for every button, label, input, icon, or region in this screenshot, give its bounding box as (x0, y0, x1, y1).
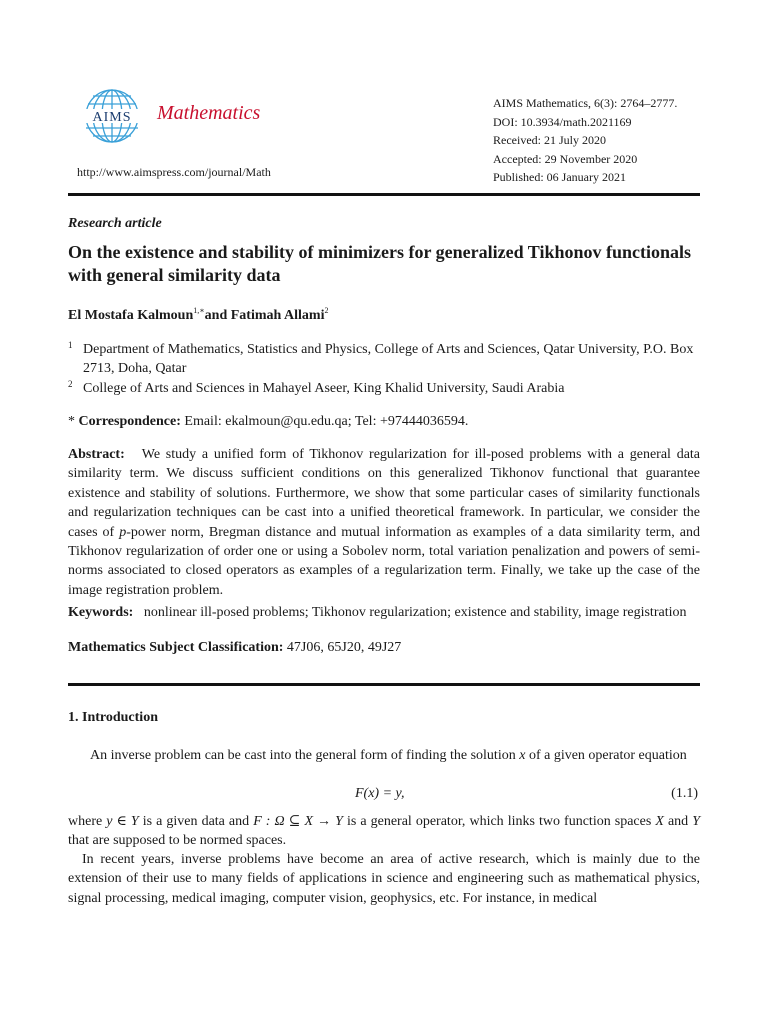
correspondence-text[interactable]: Email: ekalmoun@qu.edu.qa; Tel: +97444036594. (184, 414, 469, 429)
msc-text: 47J06, 65J20, 49J27 (286, 640, 402, 655)
citation: AIMS Mathematics, 6(3): 2764–2777. (493, 96, 678, 110)
aims-globe-logo (76, 86, 148, 146)
abstract-rule (68, 683, 700, 686)
intro-paragraph-1 (68, 746, 700, 765)
journal-url[interactable]: http://www.aimspress.com/journal/Math (77, 165, 271, 179)
keywords-label: Keywords: (68, 605, 134, 620)
affiliation-text: Department of Mathematics, Statistics and Physics, College of Arts and Sciences, Qatar University, P.O. Box 2713, Doha, Qatar (83, 342, 694, 376)
svg-text:AIMS: AIMS (92, 110, 132, 125)
correspondence-label: Correspondence: (78, 414, 181, 429)
affiliation-2 (68, 379, 700, 398)
correspondence (68, 414, 468, 430)
msc-label: Mathematics Subject Classification: (68, 640, 284, 655)
accepted-date: Accepted: 29 November 2020 (493, 151, 638, 166)
text: is a general operator, which links two function spaces (342, 814, 656, 829)
math: X (655, 814, 664, 829)
article-title: On the existence and stability of minimizers for generalized Tikhonov functionals with general similarity data (68, 242, 692, 285)
header-rule (68, 193, 700, 196)
received-date: Received: 21 July 2020 (493, 133, 606, 148)
msc-classification (68, 640, 401, 656)
authors (68, 306, 328, 324)
affiliation-number: 1 (68, 340, 73, 350)
abstract-p: p (119, 524, 127, 540)
intro-paragraph-2 (68, 812, 700, 851)
author-1: El Mostafa Kalmoun (68, 308, 194, 323)
abstract-text-2: -power norm, Bregman distance and mutual information as examples of a data similarity term, and Tikhonov regularization of order one or using a Sobolev norm, total variation penalization and powers of semi-norms associated to closed operators as examples of a regularization term. Finally, we take up the case of the image registration problem. (68, 524, 700, 598)
text: of a given operator equation (525, 748, 687, 763)
doi[interactable]: DOI: 10.3934/math.2021169 (493, 114, 632, 129)
equation-number: (1.1) (671, 786, 698, 801)
math: F : Ω ⊆ X → Y (253, 814, 343, 829)
math: Y (692, 814, 701, 829)
author-2-affil: 2 (324, 306, 329, 315)
text: An inverse problem can be cast into the general form of finding the solution (90, 748, 520, 763)
text: that are supposed to be normed spaces. (68, 833, 287, 849)
author-1-affil: 1,∗ (193, 306, 205, 315)
article-type: Research article (68, 216, 162, 231)
author-2: and Fatimah Allami (204, 308, 325, 323)
equation-expression: F(x) = y, (355, 786, 405, 801)
journal-name: Mathematics (157, 102, 261, 124)
text: and (663, 814, 693, 829)
text: is a given data and (138, 814, 254, 829)
affiliation-text: College of Arts and Sciences in Mahayel Aseer, King Khalid University, Saudi Arabia (83, 381, 565, 396)
correspondence-star: * (68, 414, 75, 429)
published-date: Published: 06 January 2021 (493, 170, 626, 185)
keywords (68, 603, 700, 622)
abstract-text-1: We study a unified form of Tikhonov regularization for ill-posed problems with a general data similarity term. We discuss sufficient conditions on this generalized Tikhonov functional that guarantee existence and stability of solutions. Furthermore, we show that some particular cases of similarity functionals and regularization techniques can be cast into a unified theoretical framework. In particular, we consider the cases of (68, 447, 701, 540)
abstract-label: Abstract: (68, 447, 125, 462)
abstract (68, 445, 700, 600)
math: y ∈ Y (106, 814, 139, 829)
publication-meta (493, 94, 677, 187)
affiliation-1 (68, 340, 700, 378)
section-heading: 1. Introduction (68, 710, 158, 725)
text: where (68, 814, 107, 829)
affiliation-number: 2 (68, 379, 73, 389)
intro-paragraph-3: In recent years, inverse problems have become an area of active research, which is mainly due to the extension of their use to many fields of applications in science and engineering such as mathematical physics, signal processing, medical imaging, computer vision, geophysics, etc. For instance, in medical (68, 852, 700, 906)
keywords-text: nonlinear ill-posed problems; Tikhonov regularization; existence and stability, image registration (143, 605, 687, 620)
math: x (519, 748, 526, 763)
